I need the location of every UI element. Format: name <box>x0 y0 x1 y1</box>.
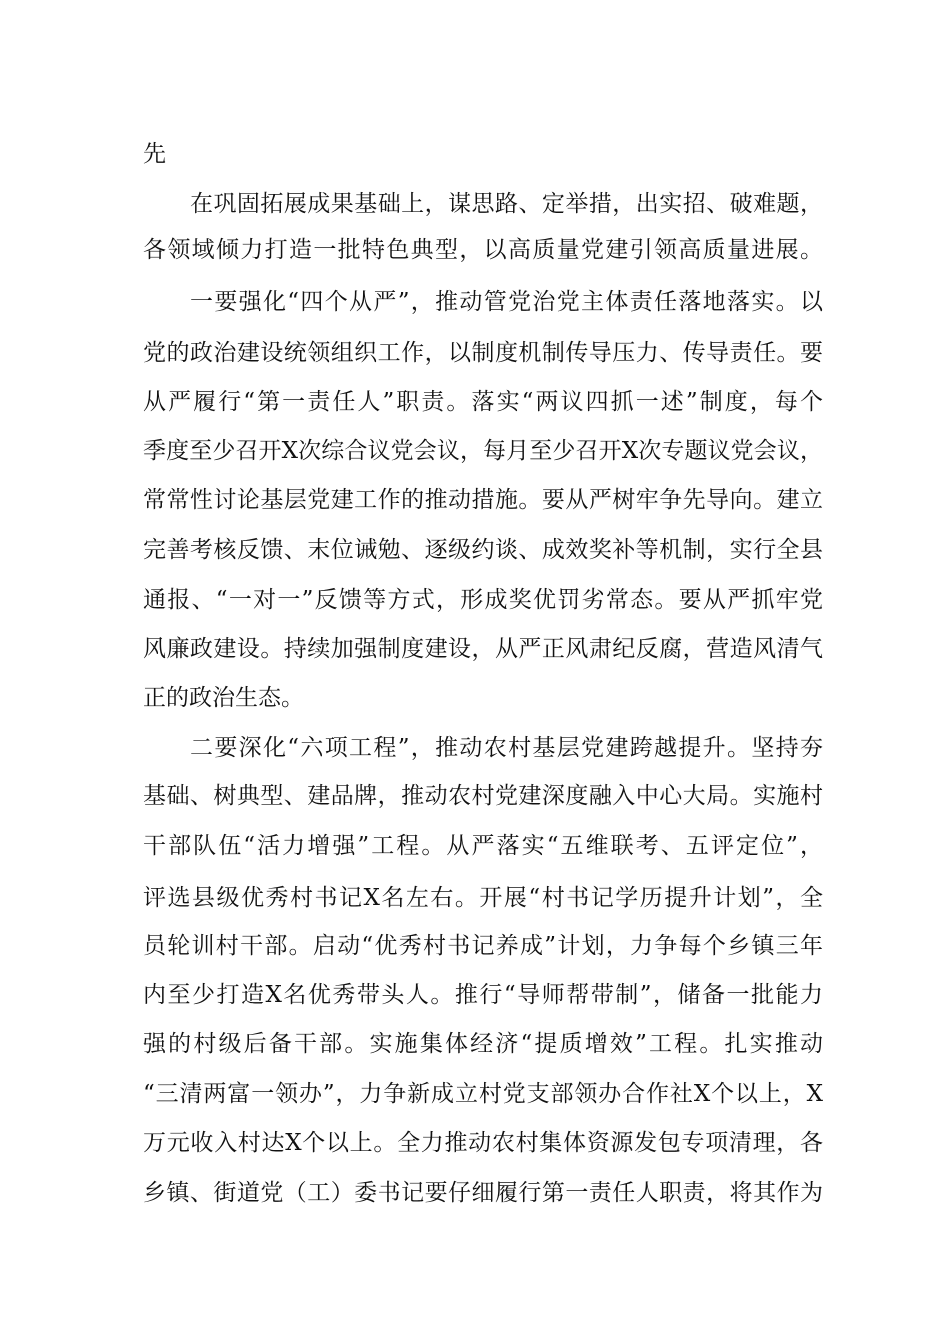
text-line: 万元收入村达X个以上。全力推动农村集体资源发包专项清理，各 <box>143 1130 823 1156</box>
text-line: 乡镇、街道党（工）委书记要仔细履行第一责任人职责，将其作为 <box>143 1180 823 1206</box>
text-line: “三清两富一领办”，力争新成立村党支部领办合作社X个以上，X <box>143 1081 823 1107</box>
text-line: 通报、“一对一”反馈等方式，形成奖优罚劣常态。要从严抓牢党 <box>143 587 823 613</box>
text-line: 完善考核反馈、末位诫勉、逐级约谈、成效奖补等机制，实行全县 <box>143 537 823 563</box>
text-line: 评选县级优秀村书记X名左右。开展“村书记学历提升计划”，全 <box>143 885 823 911</box>
text-line: 先 <box>143 141 166 167</box>
text-line: 季度至少召开X次综合议党会议，每月至少召开X次专题议党会议， <box>143 438 823 464</box>
text-line: 正的政治生态。 <box>143 685 304 711</box>
text-line: 风廉政建设。持续加强制度建设，从严正风肃纪反腐，营造风清气 <box>143 636 823 662</box>
paragraph-first-line: 在巩固拓展成果基础上，谋思路、定举措，出实招、破难题， <box>190 191 823 217</box>
text-line: 员轮训村干部。启动“优秀村书记养成”计划，力争每个乡镇三年 <box>143 933 823 959</box>
paragraph-first-line: 一要强化“四个从严”，推动管党治党主体责任落地落实。以 <box>190 289 823 315</box>
text-line: 干部队伍“活力增强”工程。从严落实“五维联考、五评定位”， <box>143 833 823 859</box>
text-line: 基础、树典型、建品牌，推动农村党建深度融入中心大局。实施村 <box>143 783 823 809</box>
text-line: 从严履行“第一责任人”职责。落实“两议四抓一述”制度，每个 <box>143 389 823 415</box>
text-line: 内至少打造X名优秀带头人。推行“导师帮带制”，储备一批能力 <box>143 982 823 1008</box>
text-line: 党的政治建设统领组织工作，以制度机制传导压力、传导责任。要 <box>143 340 823 366</box>
text-line: 各领域倾力打造一批特色典型，以高质量党建引领高质量进展。 <box>143 237 823 263</box>
paragraph-first-line: 二要深化“六项工程”，推动农村基层党建跨越提升。坚持夯 <box>190 735 823 761</box>
text-line: 强的村级后备干部。实施集体经济“提质增效”工程。扎实推动 <box>143 1031 823 1057</box>
text-line: 常常性讨论基层党建工作的推动措施。要从严树牢争先导向。建立 <box>143 487 823 513</box>
